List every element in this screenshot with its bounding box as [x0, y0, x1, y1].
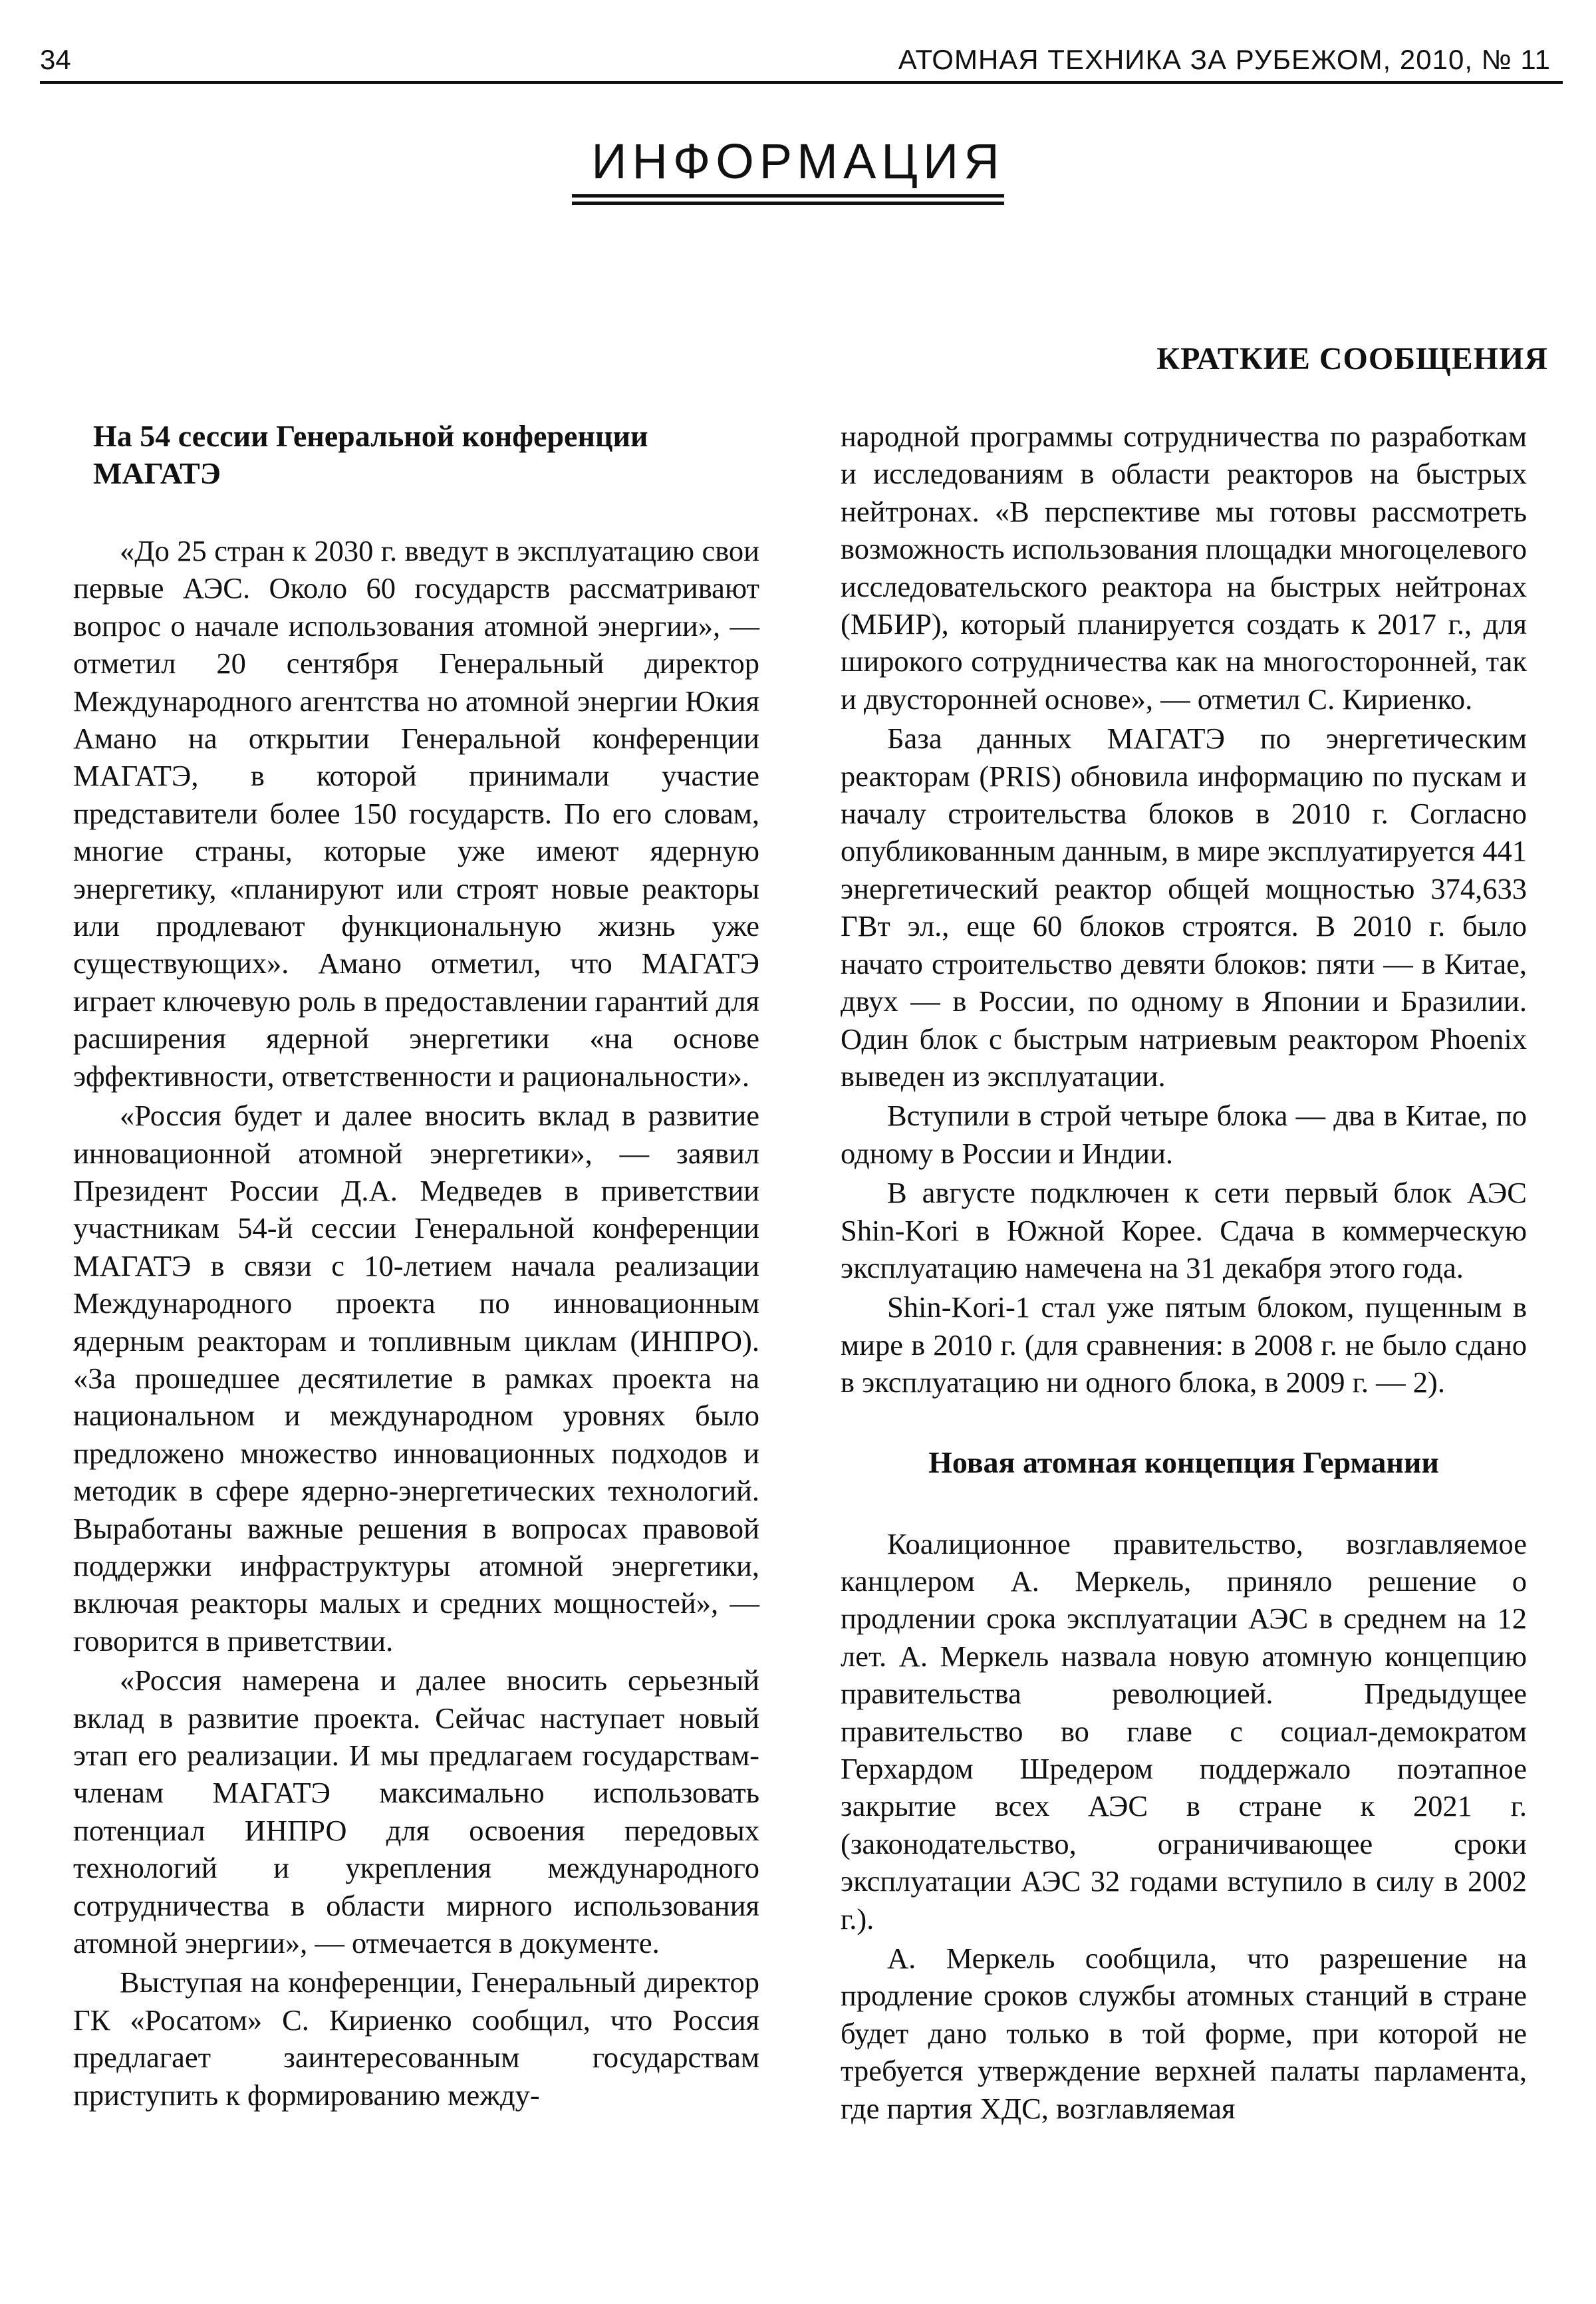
- section-title: ИНФОРМАЦИЯ: [591, 134, 1005, 189]
- left-column: [73, 418, 759, 2116]
- paragraph: «Россия будет и далее вносить вклад в развитие инновационной атомной энергетики», — заявил Президент России Д.А. Медведев в приветствии участникам 54-й сессии Генеральной конференции МАГАТЭ в связи с 10-летием начала реализации Международного проекта по инновационным ядерным реакторам и топливным циклам (ИНПРО). «За прошедшее десятилетие в рамках проекта на национальном и международном уровнях было предложено множество инновационных подходов и методик в сфере ядерно-энергетических технологий. Выработаны важные решения в вопросах правовой поддержки инфраструктуры атомной энергетики, включая реакторы малых и средних мощностей», — говорится в приветствии.: [73, 1099, 759, 1657]
- paragraph: База данных МАГАТЭ по энергетическим реакторам (PRIS) обновила информацию по пускам и началу строительства блоков в 2010 г. Согласно опубликованным данным, в мире эксплуатируется 441 энергетический реактор общей мощностью 374,633 ГВт эл., еще 60 блоков строятся. В 2010 г. было начато строительство девяти блоков: пяти — в Китае, двух — в России, по одному в Японии и Бразилии. Один блок с быстрым натриевым реактором Phoenix выведен из эксплуатации.: [841, 722, 1527, 1093]
- paragraph: «Россия намерена и далее вносить серьезный вклад в развитие проекта. Сейчас наступает новый этап его реализации. И мы предлагаем государствам-членам МАГАТЭ максимально использовать потенциал ИНПРО для освоения передовых технологий и укрепления международного сотрудничества в области мирного использования атомной энергии», — отмечается в документе.: [73, 1663, 759, 1960]
- paragraph-continuation: народной программы сотрудничества по разработкам и исследованиям в области реакторов на быстрых нейтронах. «В перспективе мы готовы рассмотреть возможность использования площадки многоцелевого исследовательского реактора на быстрых нейтронах (МБИР), который планируется создать к 2017 г., для широкого сотрудничества как на многосторонней, так и двусторонней основе», — отметил С. Кириенко.: [841, 420, 1527, 716]
- paragraph: А. Меркель сообщила, что разрешение на продление сроков службы атомных станций в стране будет дано только в той форме, при которой не требуется утверждение верхней палаты парламента, где партия ХДС, возглавляемая: [841, 1942, 1527, 2125]
- article-title-germany: Новая атомная концепция Германии: [928, 1445, 1439, 1479]
- paragraph: Коалиционное правительство, возглавляемое канцлером А. Меркель, приняло решение о продлении срока эксплуатации АЭС в среднем на 12 лет. А. Меркель назвала новую атомную концепцию правительства революцией. Предыдущее правительство во главе с социал-демократом Герхардом Шредером поддержало поэтапное закрытие всех АЭС в стране к 2021 г. (законодательство, ограничивающее сроки эксплуатации АЭС 32 годами вступило в силу в 2002 г.).: [841, 1526, 1527, 1936]
- header-rule: [40, 81, 1563, 84]
- paragraph: Shin-Kori-1 стал уже пятым блоком, пущенным в мире в 2010 г. (для сравнения: в 2008 г. не было сдано в эксплуатацию ни одного блока, в 2009 г. — 2).: [841, 1290, 1527, 1399]
- article-title-iaea: На 54 сессии Генеральной конференции МАГАТЭ: [93, 419, 648, 490]
- page-number: 34: [40, 44, 71, 75]
- paragraph: В августе подключен к сети первый блок АЭС Shin-Kori в Южной Корее. Сдача в коммерческую эксплуатацию намечена на 31 декабря этого года.: [841, 1176, 1527, 1284]
- journal-title: АТОМНАЯ ТЕХНИКА ЗА РУБЕЖОМ, 2010, № 11: [898, 44, 1551, 75]
- running-header: [40, 41, 1551, 81]
- section-title-underline: [572, 194, 1004, 198]
- rubric-title: КРАТКИЕ СООБЩЕНИЯ: [1156, 341, 1548, 376]
- section-title-underline-2: [572, 202, 1004, 205]
- paragraph: Вступили в строй четыре блока — два в Китае, по одному в России и Индии.: [841, 1099, 1527, 1170]
- right-column: [841, 418, 1527, 2129]
- paragraph: «До 25 стран к 2030 г. введут в эксплуатацию свои первые АЭС. Около 60 государств рассматривают вопрос о начале использования атомной энергии», — отметил 20 сентября Генеральный директор Международного агентства но атомной энергии Юкия Амано на открытии Генеральной конференции МАГАТЭ, в которой принимали участие представители более 150 государств. По его словам, многие страны, которые уже имеют ядерную энергетику, «планируют или строят новые реакторы или продлевают функциональную жизнь уже существующих». Амано отметил, что МАГАТЭ играет ключевую роль в предоставлении гарантий для расширения ядерной энергетики «на основе эффективности, ответственности и рациональности».: [73, 534, 759, 1093]
- paragraph: Выступая на конференции, Генеральный директор ГК «Росатом» С. Кириенко сообщил, что Россия предлагает заинтересованным государствам приступить к формированию между-: [73, 1965, 759, 2112]
